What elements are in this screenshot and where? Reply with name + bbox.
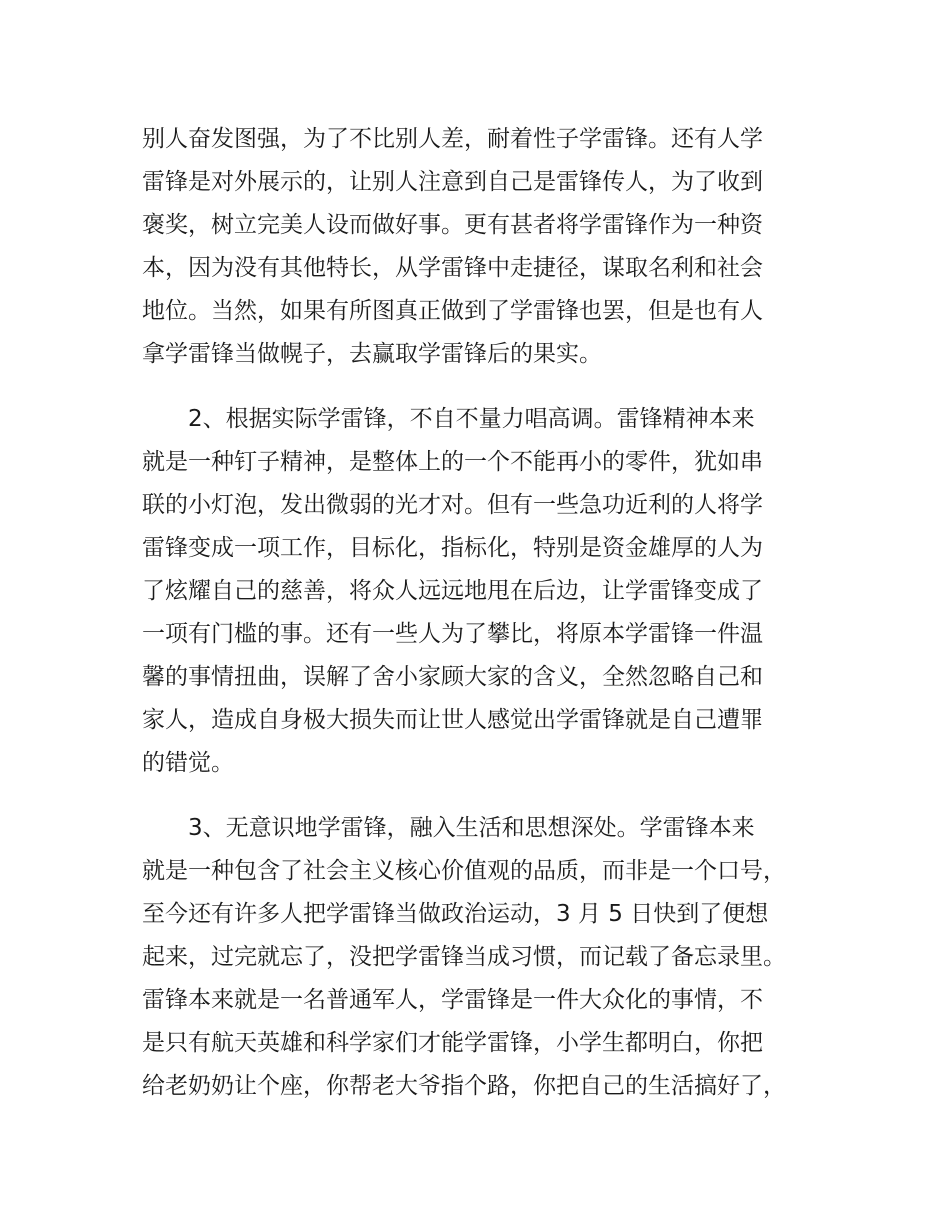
paragraph-2 xyxy=(142,398,832,785)
text-line: 地位。当然，如果有所图真正做到了学雷锋也罢，但是也有人 xyxy=(142,298,763,324)
text-line: 家人，造成自身极大损失而让世人感觉出学雷锋就是自己遭罪 xyxy=(142,707,763,733)
text-line: 褒奖，树立完美人设而做好事。更有甚者将学雷锋作为一种资 xyxy=(142,212,763,238)
text-line: 了炫耀自己的慈善，将众人远远地甩在后边，让学雷锋变成了 xyxy=(142,578,763,604)
text-line: 一项有门槛的事。还有一些人为了攀比，将原本学雷锋一件温 xyxy=(142,621,763,647)
text-line: 别人奋发图强，为了不比别人差，耐着性子学雷锋。还有人学 xyxy=(142,126,763,152)
text-line: 就是一种包含了社会主义核心价值观的品质，而非是一个口号， xyxy=(142,858,786,884)
text-line: 本，因为没有其他特长，从学雷锋中走捷径，谋取名利和社会 xyxy=(142,255,763,281)
text-line: 的错觉。 xyxy=(142,750,234,776)
document-body xyxy=(142,118,832,1108)
paragraph-spacer xyxy=(142,785,832,807)
text-line: 起来，过完就忘了，没把学雷锋当成习惯，而记载了备忘录里。 xyxy=(142,944,786,970)
paragraph-spacer xyxy=(142,376,832,398)
text-line: 3、无意识地学雷锋，融入生活和思想深处。学雷锋本来 xyxy=(142,815,755,841)
text-line: 拿学雷锋当做幌子，去赢取学雷锋后的果实。 xyxy=(142,341,602,367)
text-line: 雷锋是对外展示的，让别人注意到自己是雷锋传人，为了收到 xyxy=(142,169,763,195)
paragraph-1 xyxy=(142,118,832,376)
text-line: 至今还有许多人把学雷锋当做政治运动，3 月 5 日快到了便想 xyxy=(142,901,769,927)
text-line: 2、根据实际学雷锋，不自不量力唱高调。雷锋精神本来 xyxy=(142,406,755,432)
text-line: 雷锋变成一项工作，目标化，指标化，特别是资金雄厚的人为 xyxy=(142,535,763,561)
text-line: 馨的事情扭曲，误解了舍小家顾大家的含义，全然忽略自己和 xyxy=(142,664,763,690)
text-line: 联的小灯泡，发出微弱的光才对。但有一些急功近利的人将学 xyxy=(142,492,763,518)
text-line: 就是一种钉子精神，是整体上的一个不能再小的零件，犹如串 xyxy=(142,449,763,475)
text-line: 给老奶奶让个座，你帮老大爷指个路，你把自己的生活搞好了， xyxy=(142,1073,786,1099)
paragraph-3 xyxy=(142,807,832,1108)
text-line: 是只有航天英雄和科学家们才能学雷锋，小学生都明白，你把 xyxy=(142,1030,763,1056)
text-line: 雷锋本来就是一名普通军人，学雷锋是一件大众化的事情，不 xyxy=(142,987,763,1013)
